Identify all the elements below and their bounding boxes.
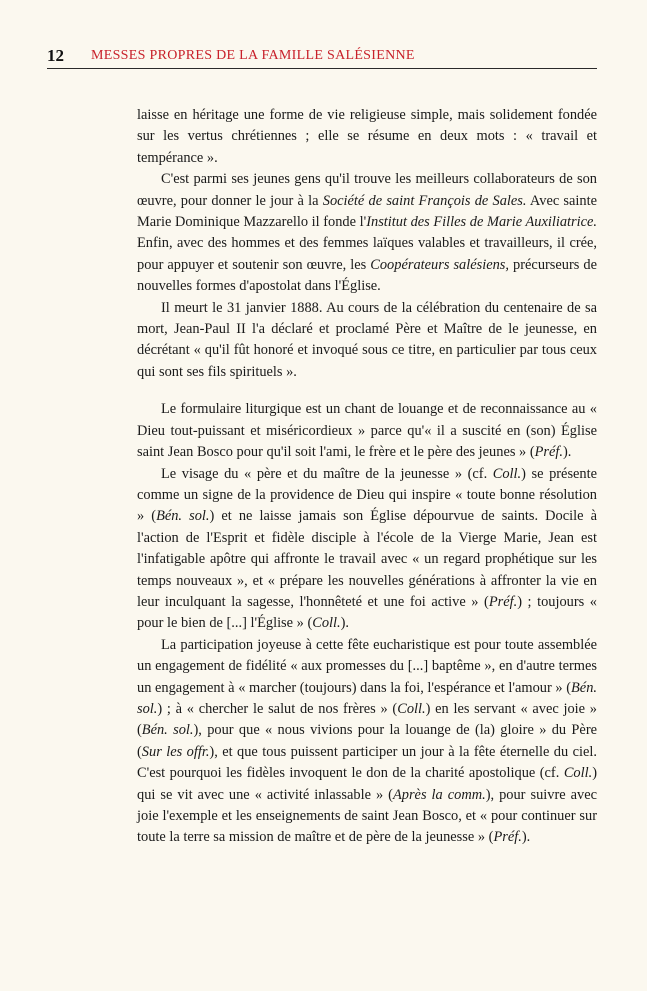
- italic-reference: Préf.: [488, 593, 518, 610]
- text-run: Le visage du « père et du maître de la jeunesse » (cf.: [161, 465, 493, 482]
- paragraph: [137, 464, 597, 635]
- italic-reference: Bén. sol.: [156, 508, 210, 525]
- text-run: ) ; toujours « pour le bien de [...] l'Église » (: [137, 593, 597, 632]
- paragraph: [137, 169, 597, 297]
- text-run: ).: [563, 444, 572, 461]
- italic-reference: Société de saint François de Sales.: [322, 192, 527, 209]
- italic-reference: Préf.: [534, 444, 563, 461]
- italic-reference: Sur les offr.: [141, 743, 210, 760]
- text-run: Il meurt le 31 janvier 1888. Au cours de la célébration du centenaire de sa mort, Jean-Paul II l'a déclaré et proclamé Père et Maître de le jeunesse, en décrétant « qu'il fût honoré et invoqué sous ce titre, en particulier par tous ceux qui sont ses fils spirituels ».: [137, 299, 597, 380]
- text-run: Le formulaire liturgique est un chant de louange et de reconnaissance au « Dieu tout-puissant et miséricordieux » parce qu'« il a suscité en (son) Église saint Jean Bosco pour qu'il soit l'ami, le frère et le père des jeunes » (: [137, 401, 597, 461]
- text-run: C'est parmi ses jeunes gens qu'il trouve les meilleurs collaborateurs de son œuvre, pour donner le jour à la: [137, 171, 597, 209]
- paragraph: [137, 399, 597, 463]
- italic-reference: Coll.: [312, 615, 341, 632]
- text-run: Enfin, avec des hommes et des femmes laïques valables et travailleurs, il crée, pour appuyer et soutenir son œuvre, les: [137, 235, 597, 273]
- italic-reference: Bén. sol.: [141, 722, 194, 739]
- text-run: ) en les servant « avec joie » (: [137, 700, 597, 739]
- text-run: ) qui se vit avec une « activité inlassable » (: [137, 765, 597, 803]
- paragraph: [137, 298, 597, 384]
- italic-reference: Coll.: [397, 700, 426, 717]
- text-run: laisse en héritage une forme de vie religieuse simple, mais solidement fondée sur les vertus chrétiennes ; elle se résume en deux mots : « travail et tempérance ».: [137, 107, 597, 166]
- italic-reference: Coll.: [492, 465, 522, 482]
- text-run: Avec sainte Marie Dominique Mazzarello il fonde l': [137, 192, 597, 231]
- paragraph: [137, 635, 597, 849]
- paragraph: [137, 105, 597, 169]
- italic-reference: Bén. sol.: [137, 679, 597, 717]
- text-run: ) se présente comme un signe de la providence de Dieu qui inspire « toute bonne résolution » (: [137, 465, 598, 525]
- italic-reference: Coll.: [563, 765, 593, 782]
- italic-reference: Après la comm.: [392, 786, 486, 803]
- body-text: [137, 105, 597, 849]
- text-run: ), et que tous puissent participer un jour à la fête éternelle du ciel. C'est pourquoi les fidèles invoquent le don de la charité apostolique (cf.: [137, 743, 597, 782]
- italic-reference: Préf.: [493, 829, 522, 846]
- text-run: ) et ne laisse jamais son Église dépourvue de saints. Docile à l'action de l'Esprit et fidèle disciple à l'école de la Vierge Marie, Jean est l'infatigable apôtre qui affronte le travail avec « un regard prophétique sur les temps nouveaux », et « prépare les nouvelles générations à affronter la vie en leur inculquant la sagesse, l'honnêteté et une foi active » (: [137, 508, 597, 610]
- page-number: 12: [47, 46, 64, 65]
- text-run: La participation joyeuse à cette fête eucharistique est pour toute assemblée un engagement de fidélité « aux promesses du [...] baptême », en d'autre termes un engagement à « marcher (toujours) dans la foi, l'espérance et l'amour » (: [137, 636, 597, 696]
- text-run: ).: [521, 829, 531, 846]
- text-run: ) ; à « chercher le salut de nos frères » (: [157, 700, 398, 717]
- page-header: [47, 46, 597, 69]
- text-run: ).: [340, 615, 350, 632]
- text-run: ), pour que « nous vivions pour la louange de (la) gloire » du Père (: [137, 722, 598, 760]
- text-run: précurseurs de nouvelles formes d'apostolat dans l'Église.: [137, 256, 597, 295]
- italic-reference: Institut des Filles de Marie Auxiliatrice.: [366, 214, 597, 231]
- italic-reference: Coopérateurs salésiens,: [370, 256, 510, 273]
- running-title: MESSES PROPRES DE LA FAMILLE SALÉSIENNE: [91, 48, 415, 63]
- text-run: ), pour suivre avec joie l'exemple et les enseignements de saint Jean Bosco, et « pour continuer sur toute la terre sa mission de maître et de père de la jeunesse » (: [137, 786, 597, 846]
